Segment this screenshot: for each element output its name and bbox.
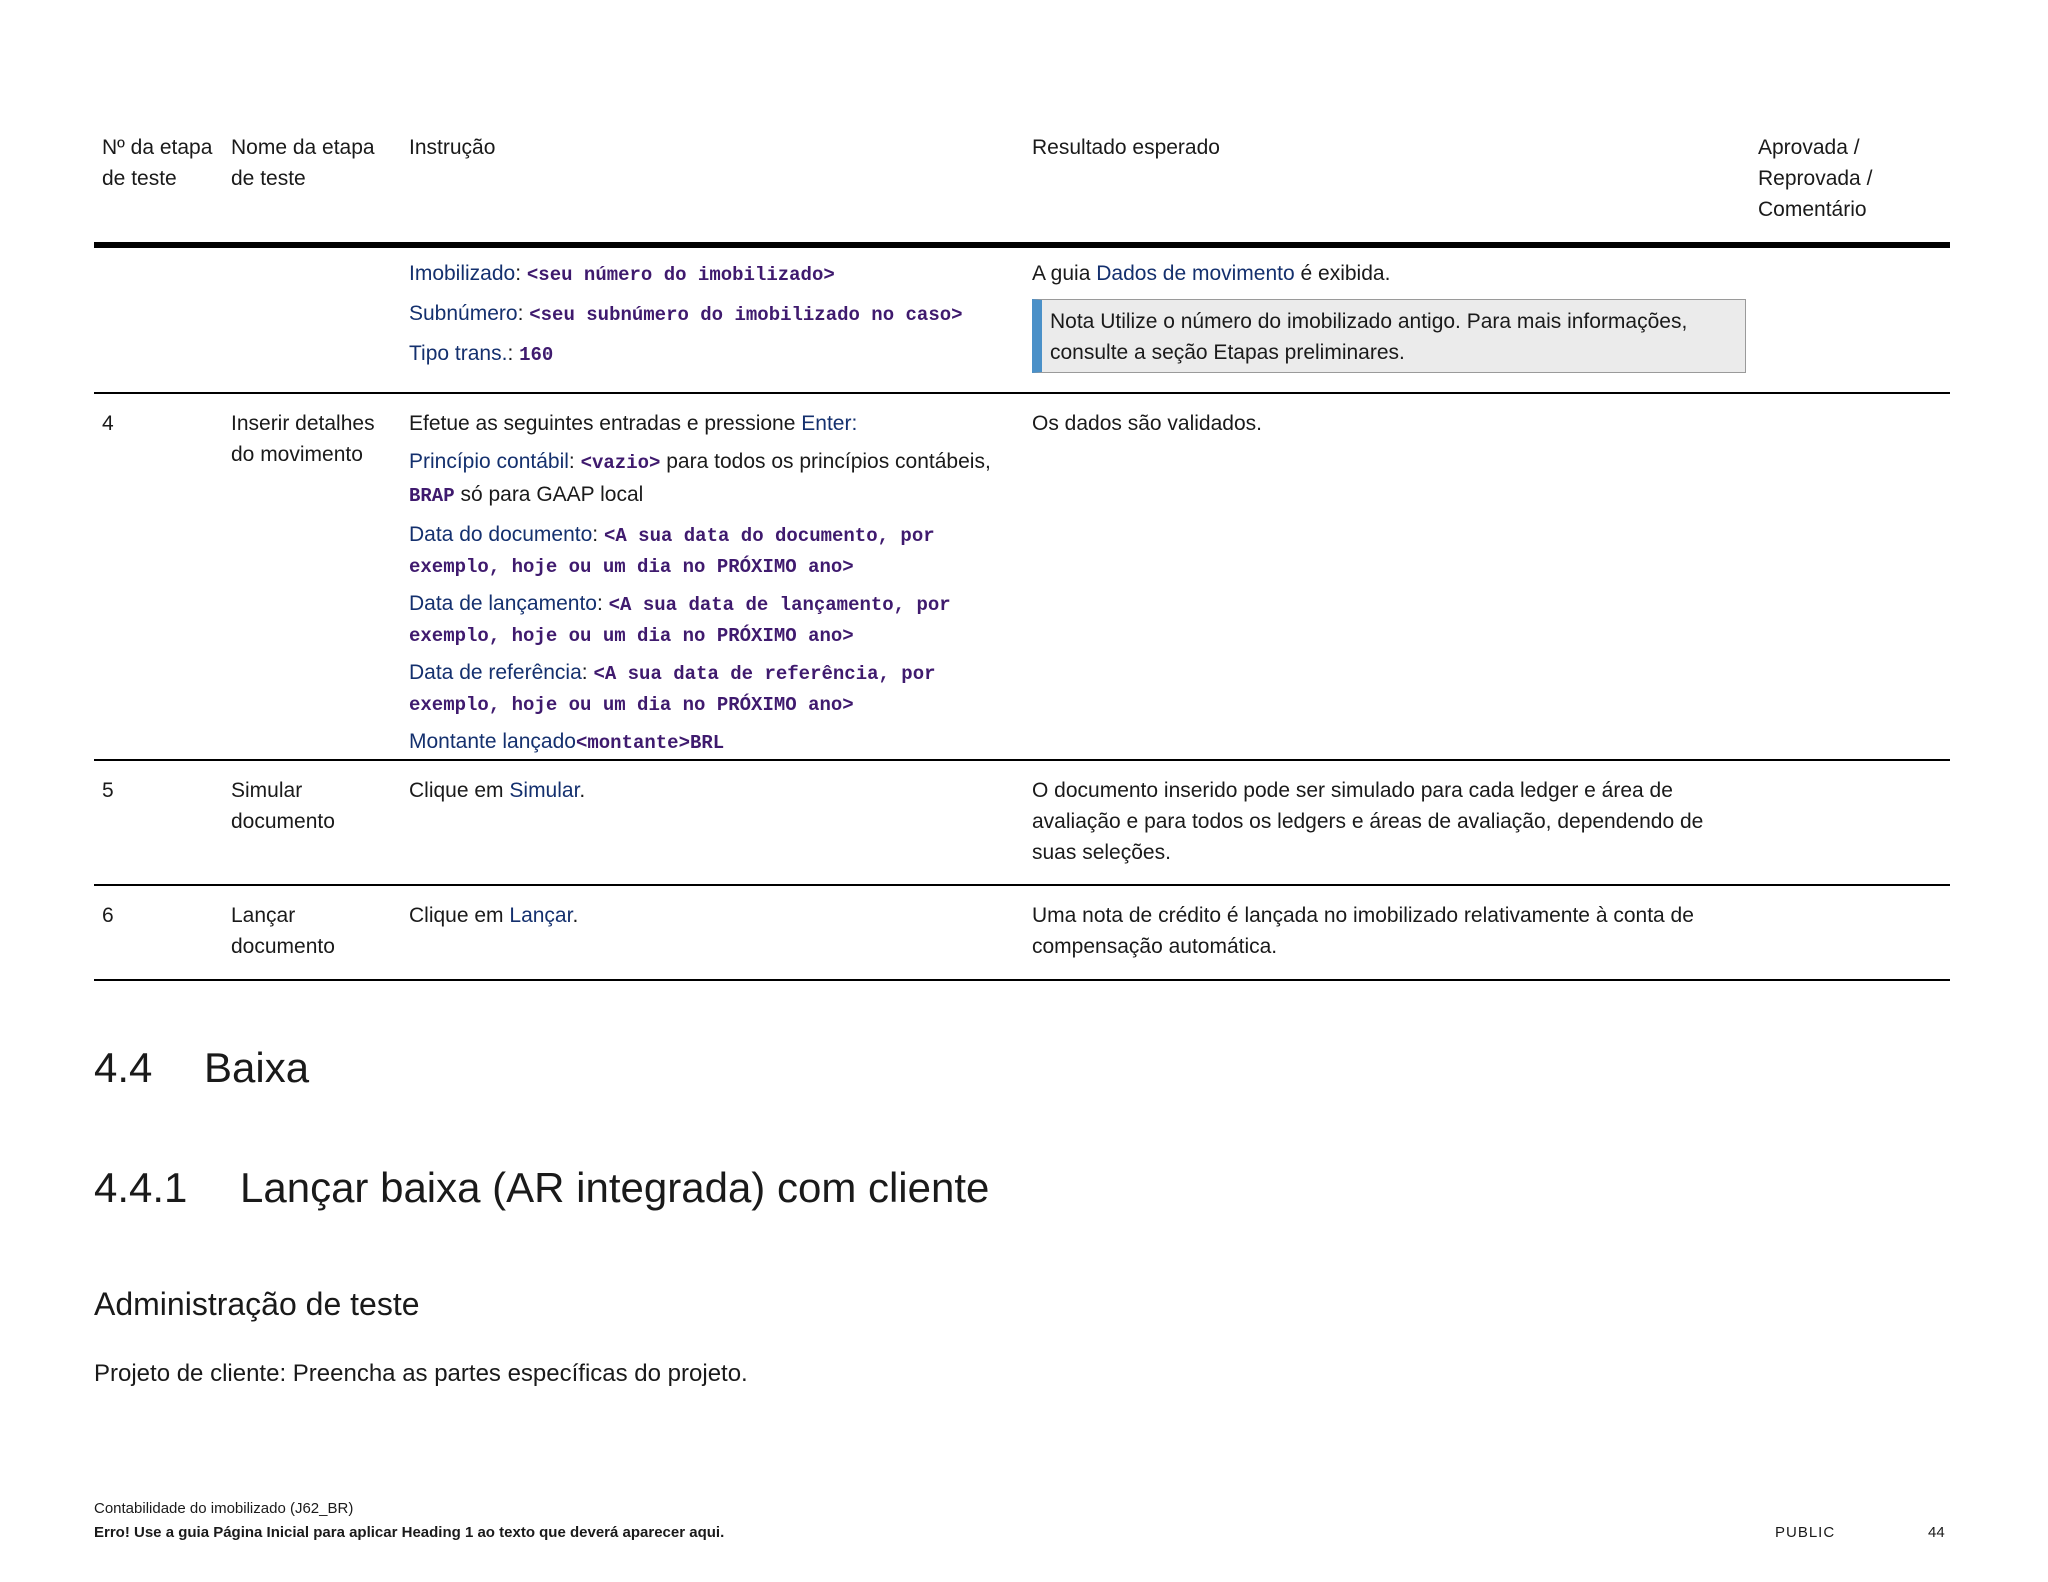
expected-result-cell: Uma nota de crédito é lançada no imobilizado relativamente à conta de compensação automática.	[1032, 904, 1694, 958]
field-label: Data de referência	[409, 661, 582, 684]
header-step-no: Nº da etapa de teste	[102, 136, 213, 190]
instruction-text: Clique em	[409, 779, 510, 802]
field-label: Data do documento	[409, 523, 593, 546]
section-heading-4-4	[94, 1044, 309, 1092]
field-entry: Subnúmero: <seu subnúmero do imobilizado no caso>	[409, 302, 963, 326]
field-entry: Tipo trans.: 160	[409, 342, 554, 366]
table-row	[94, 761, 1950, 886]
field-label: Montante lançado	[409, 730, 576, 753]
section-title: Baixa	[204, 1044, 310, 1091]
instruction-cell	[401, 408, 1024, 759]
test-steps-table	[94, 130, 1950, 981]
expected-text: A guia	[1032, 262, 1097, 285]
expected-text: é exibida.	[1294, 262, 1391, 285]
expected-result-cell: Os dados são validados.	[1032, 412, 1262, 435]
instruction-intro	[409, 408, 1024, 439]
field-value: <A sua data do documento, por exemplo, hoje ou um dia no PRÓXIMO ano>	[409, 525, 935, 578]
field-value: <seu número do imobilizado>	[526, 264, 835, 286]
section-title: Lançar baixa (AR integrada) com cliente	[240, 1164, 990, 1211]
ui-term: Dados de movimento	[1096, 262, 1295, 285]
field-value: <seu subnúmero do imobilizado no caso>	[529, 304, 963, 326]
section-heading-4-4-1	[94, 1164, 989, 1212]
pass-fail-cell	[1750, 408, 1950, 759]
field-value: <vazio>	[580, 452, 661, 474]
step-number-cell: 6	[102, 904, 114, 927]
field-entry: Data de referência: <A sua data de referência, por exemplo, hoje ou um dia no PRÓXIMO ano>	[409, 661, 936, 716]
pass-fail-cell	[1750, 775, 1950, 884]
step-name-cell: Inserir detalhes do movimento	[231, 412, 375, 466]
instruction-text: Clique em	[409, 904, 510, 927]
project-paragraph: Projeto de cliente: Preencha as partes específicas do projeto.	[94, 1360, 748, 1387]
header-instruction: Instrução	[409, 136, 496, 159]
note-box: Nota Utilize o número do imobilizado antigo. Para mais informações, consulte a seção Etapas preliminares.	[1032, 299, 1746, 373]
field-entry: Imobilizado: <seu número do imobilizado>	[409, 262, 835, 286]
step-number-cell	[94, 258, 223, 392]
step-name-cell: Simular documento	[231, 779, 335, 833]
instruction-text: :	[851, 412, 858, 435]
footer-page-number: 44	[1928, 1524, 1945, 1541]
expected-result-cell: O documento inserido pode ser simulado para cada ledger e área de avaliação e para todos os ledgers e áreas de avaliação, dependendo de suas seleções.	[1032, 779, 1704, 864]
section-number: 4.4	[94, 1044, 153, 1091]
step-name-cell: Lançar documento	[231, 904, 335, 958]
field-label: Data de lançamento	[409, 592, 597, 615]
instruction-cell	[401, 775, 1024, 884]
field-value: <montante>BRL	[575, 732, 725, 754]
pass-fail-cell	[1750, 900, 1950, 979]
instruction-text: para todos os princípios contábeis,	[660, 450, 991, 473]
field-entry: Data do documento: <A sua data do documento, por exemplo, hoje ou um dia no PRÓXIMO ano>	[409, 523, 935, 578]
instruction-cell	[401, 900, 1024, 979]
instruction-text: .	[572, 904, 579, 927]
footer-doc-title: Contabilidade do imobilizado (J62_BR)	[94, 1500, 354, 1517]
step-number-cell: 5	[102, 779, 114, 802]
ui-term: Lançar	[509, 904, 573, 927]
section-number: 4.4.1	[94, 1164, 188, 1211]
pass-fail-cell	[1750, 258, 1950, 392]
field-value: <A sua data de lançamento, por exemplo, hoje ou um dia no PRÓXIMO ano>	[409, 594, 951, 647]
field-label: Imobilizado	[409, 262, 516, 285]
table-row	[94, 248, 1950, 394]
instruction-text: Efetue as seguintes entradas e pressione	[409, 412, 802, 435]
field-entry	[409, 726, 1024, 759]
admin-heading: Administração de teste	[94, 1286, 420, 1322]
field-value: 160	[519, 344, 554, 366]
table-header-row	[94, 130, 1950, 248]
table-row	[94, 394, 1950, 761]
field-entry: Data de lançamento: <A sua data de lançamento, por exemplo, hoje ou um dia no PRÓXIMO ano>	[409, 592, 951, 647]
footer-error-text: Erro! Use a guia Página Inicial para aplicar Heading 1 ao texto que deverá aparecer aqui.	[94, 1524, 725, 1541]
instruction-cell	[401, 258, 1024, 392]
field-label: Subnúmero	[409, 302, 518, 325]
table-row	[94, 886, 1950, 981]
instruction-text: .	[579, 779, 586, 802]
field-value: BRAP	[409, 485, 455, 507]
footer-classification: PUBLIC	[1775, 1524, 1836, 1541]
instruction-text: só para GAAP local	[454, 483, 644, 506]
header-step-name: Nome da etapa de teste	[231, 136, 375, 190]
step-number-cell: 4	[102, 412, 114, 435]
field-value: <A sua data de referência, por exemplo, hoje ou um dia no PRÓXIMO ano>	[409, 663, 936, 716]
field-entry: Princípio contábil: <vazio> para todos os princípios contábeis, BRAP só para GAAP local	[409, 450, 991, 507]
header-expected-result: Resultado esperado	[1032, 136, 1220, 159]
expected-result-cell	[1024, 258, 1750, 392]
field-label: Tipo trans.	[409, 342, 508, 365]
step-name-cell	[223, 258, 401, 392]
header-pass-fail: Aprovada / Reprovada / Comentário	[1758, 136, 1873, 221]
field-label: Princípio contábil	[409, 450, 569, 473]
ui-term: Enter	[801, 412, 852, 435]
ui-term: Simular	[509, 779, 580, 802]
